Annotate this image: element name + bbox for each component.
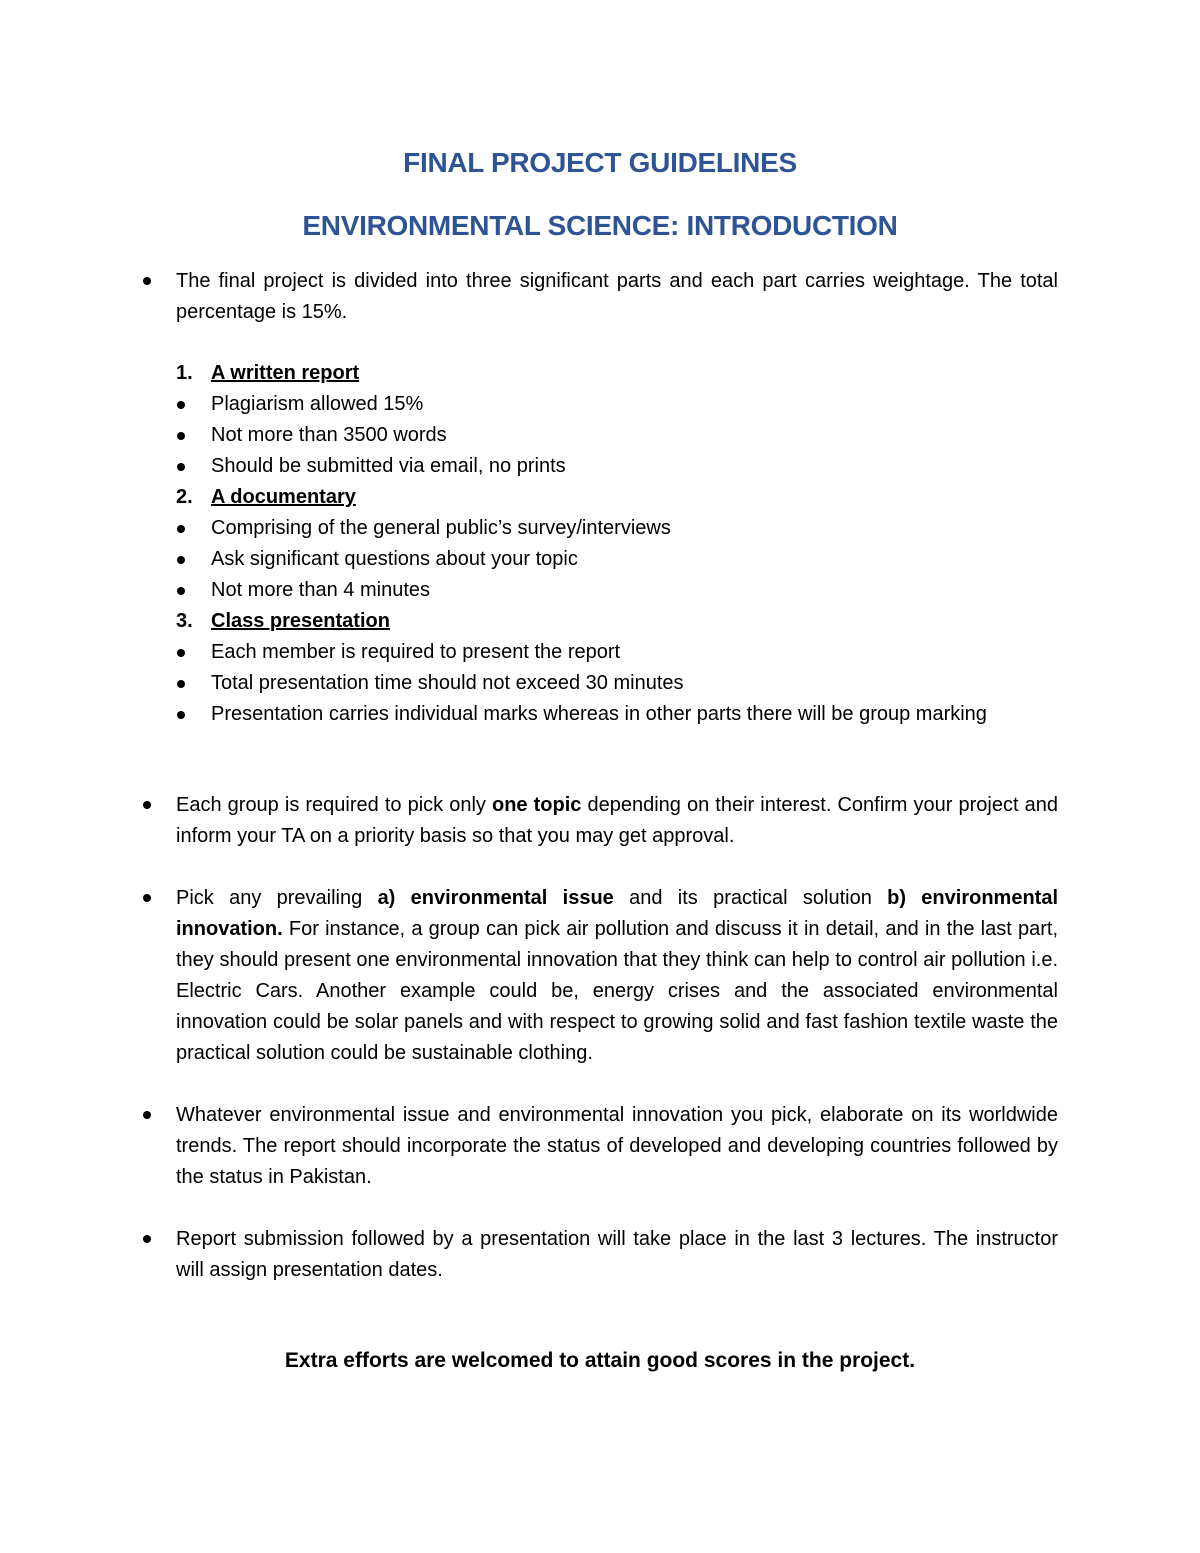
part-number: 1. [176,362,193,384]
intro-paragraph: The final project is divided into three significant parts and each part carries weightage. The total percentage is 15%. [176,270,1058,323]
bullet-icon [143,801,151,809]
list-item: Total presentation time should not exceed 30 minutes [211,672,684,694]
bullet-icon [177,525,185,533]
list-item: Plagiarism allowed 15% [211,393,424,415]
bullet-icon [177,649,185,657]
part-label-written-report: A written report [211,362,360,384]
topic-paragraph [176,790,1058,852]
page-subtitle: ENVIRONMENTAL SCIENCE: INTRODUCTION [302,210,898,241]
list-item: Not more than 4 minutes [211,579,430,601]
bullet-icon [143,1235,151,1243]
part-label-documentary: A documentary [211,486,356,508]
bullet-icon [177,401,185,409]
trends-paragraph: Whatever environmental issue and environmental innovation you pick, elaborate on its worldwide trends. The report should incorporate the status of developed and developing countries followed by the status in Pakistan. [176,1104,1058,1188]
issue-text: Pick any prevailing [176,887,378,909]
bullet-icon [143,277,151,285]
part-label-class-presentation: Class presentation [211,610,390,632]
bullet-icon [177,463,185,471]
issue-text: and its practical solution [613,887,888,909]
part-number: 2. [176,486,193,508]
innovation-emphasis: b) environmental innovation. [176,887,1059,940]
topic-emphasis: one topic [491,794,582,816]
topic-text: Each group is required to pick only [176,794,492,816]
bullet-icon [177,587,185,595]
list-item: Comprising of the general public’s survey/interviews [211,517,671,539]
list-item: Presentation carries individual marks whereas in other parts there will be group marking [211,703,987,725]
bullet-icon [177,680,185,688]
bullet-icon [177,432,185,440]
part-number: 3. [176,610,193,632]
submission-paragraph: Report submission followed by a presentation will take place in the last 3 lectures. The instructor will assign presentation dates. [176,1228,1058,1281]
list-item: Ask significant questions about your topic [211,548,578,570]
bullet-icon [177,711,185,719]
bullet-icon [143,894,151,902]
issue-text: For instance, a group can pick air pollution and discuss it in detail, and in the last part, they should present one environmental innovation that they think can help to control air pollution i.e. Electric Cars. Another example could be, energy crises and the associated environmental innovation could be solar panels and with respect to growing solid and fast fashion textile waste the practical solution could be sustainable clothing. [176,918,1058,1064]
bullet-icon [177,556,185,564]
page-title: FINAL PROJECT GUIDELINES [403,147,797,178]
list-item: Each member is required to present the report [211,641,621,663]
closing-note: Extra efforts are welcomed to attain good scores in the project. [284,1349,916,1372]
bullet-icon [143,1111,151,1119]
issue-emphasis: a) environmental issue [377,887,614,909]
list-item: Not more than 3500 words [211,424,447,446]
issue-paragraph [176,883,1058,1069]
list-item: Should be submitted via email, no prints [211,455,566,477]
topic-text: depending on their interest. Confirm your project and inform your TA on a priority basis so that you may get approval. [176,794,1058,847]
